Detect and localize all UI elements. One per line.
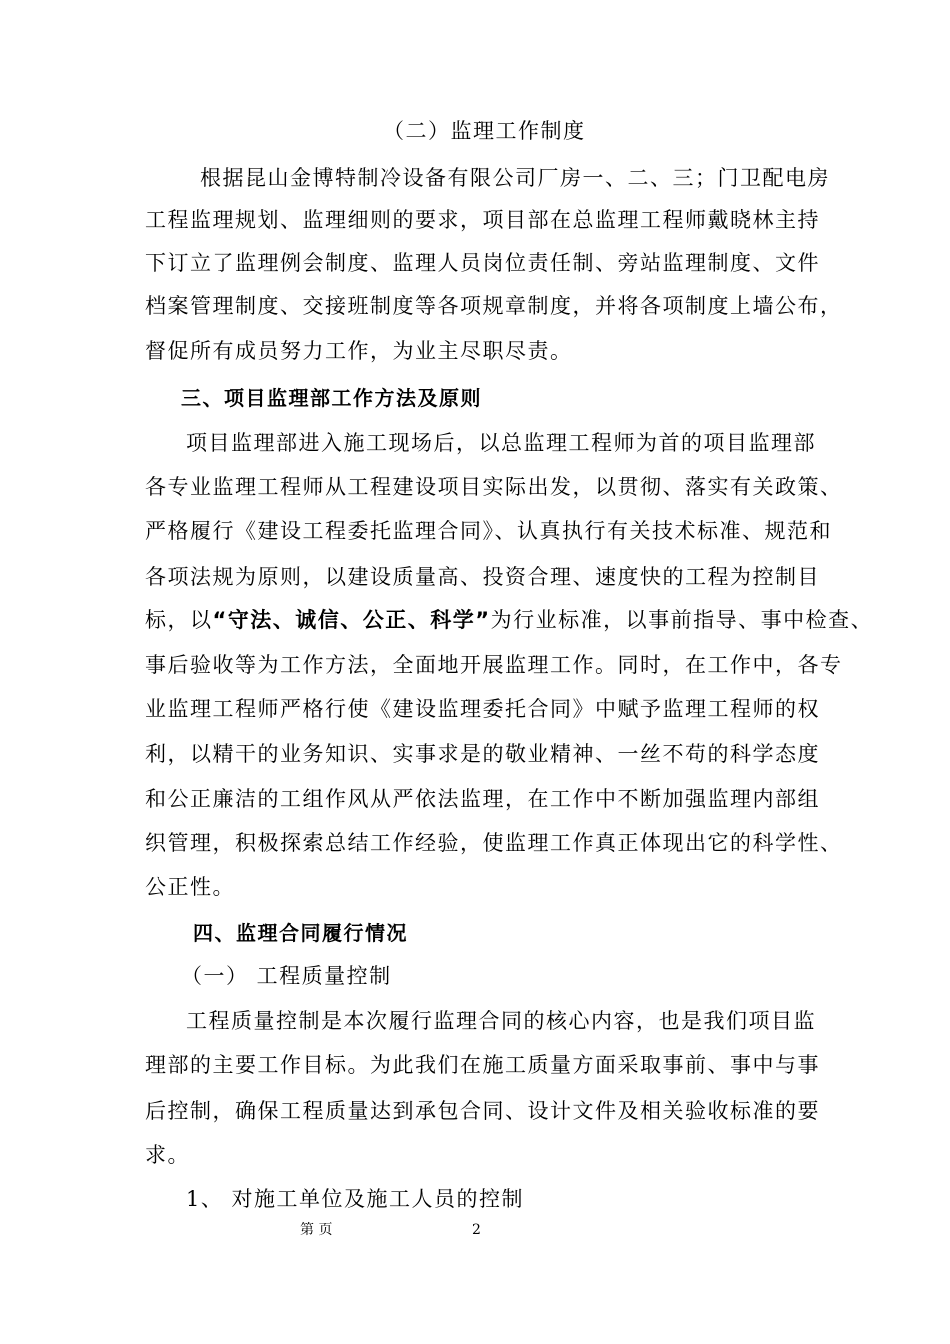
paragraph-line: 各专业监理工程师从工程建设项目实际出发，以贯彻、落实有关政策、: [145, 475, 843, 499]
paragraph-line: 公正性。: [145, 875, 235, 899]
paragraph-line: 档案管理制度、交接班制度等各项规章制度，并将各项制度上墙公布，: [145, 294, 843, 318]
bold-motto: “守法、诚信、公正、科学”: [212, 608, 491, 632]
paragraph-line: 求。: [145, 1143, 190, 1167]
paragraph-line: 项目监理部进入施工现场后，以总监理工程师为首的项目监理部: [186, 431, 816, 455]
paragraph-line: 各项法规为原则，以建设质量高、投资合理、速度快的工程为控制目: [145, 565, 820, 589]
paragraph-line: 利，以精干的业务知识、实事求是的敬业精神、一丝不苟的科学态度: [145, 742, 820, 766]
paragraph-line: 严格履行《建设工程委托监理合同》、认真执行有关技术标准、规范和: [145, 519, 832, 543]
section-2-title: （二）监理工作制度: [383, 119, 586, 143]
paragraph-line-mixed: [145, 605, 873, 635]
paragraph-line: 工程质量控制是本次履行监理合同的核心内容，也是我们项目监: [186, 1009, 816, 1033]
paragraph-line: 下订立了监理例会制度、监理人员岗位责任制、旁站监理制度、文件: [145, 251, 820, 275]
subheading-1: （一） 工程质量控制: [181, 964, 392, 988]
paragraph-line: 业监理工程师严格行使《建设监理委托合同》中赋予监理工程师的权: [145, 697, 820, 721]
list-item-1: 1、 对施工单位及施工人员的控制: [186, 1187, 525, 1211]
text-suffix: 为行业标准，以事前指导、事中检查、: [490, 608, 874, 632]
paragraph-line: 督促所有成员努力工作，为业主尽职尽责。: [145, 339, 573, 363]
paragraph-line: 根据昆山金博特制冷设备有限公司厂房一、二、三；门卫配电房: [200, 166, 830, 190]
paragraph-line: 后控制，确保工程质量达到承包合同、设计文件及相关验收标准的要: [145, 1099, 820, 1123]
paragraph-line: 理部的主要工作目标。为此我们在施工质量方面采取事前、事中与事: [145, 1053, 820, 1077]
heading-4: 四、监理合同履行情况: [193, 921, 408, 945]
paragraph-line: 工程监理规划、监理细则的要求，项目部在总监理工程师戴晓林主持: [145, 208, 820, 232]
paragraph-line: 事后验收等为工作方法，全面地开展监理工作。同时，在工作中，各专: [145, 653, 843, 677]
text-prefix: 标，以: [145, 608, 213, 632]
heading-3: 三、项目监理部工作方法及原则: [181, 386, 482, 410]
footer-page-number: 2: [472, 1222, 481, 1238]
paragraph-line: 和公正廉洁的工组作风从严依法监理，在工作中不断加强监理内部组: [145, 787, 820, 811]
footer-page-label: 第 页: [300, 1222, 333, 1238]
paragraph-line: 织管理，积极探索总结工作经验，使监理工作真正体现出它的科学性、: [145, 831, 843, 855]
